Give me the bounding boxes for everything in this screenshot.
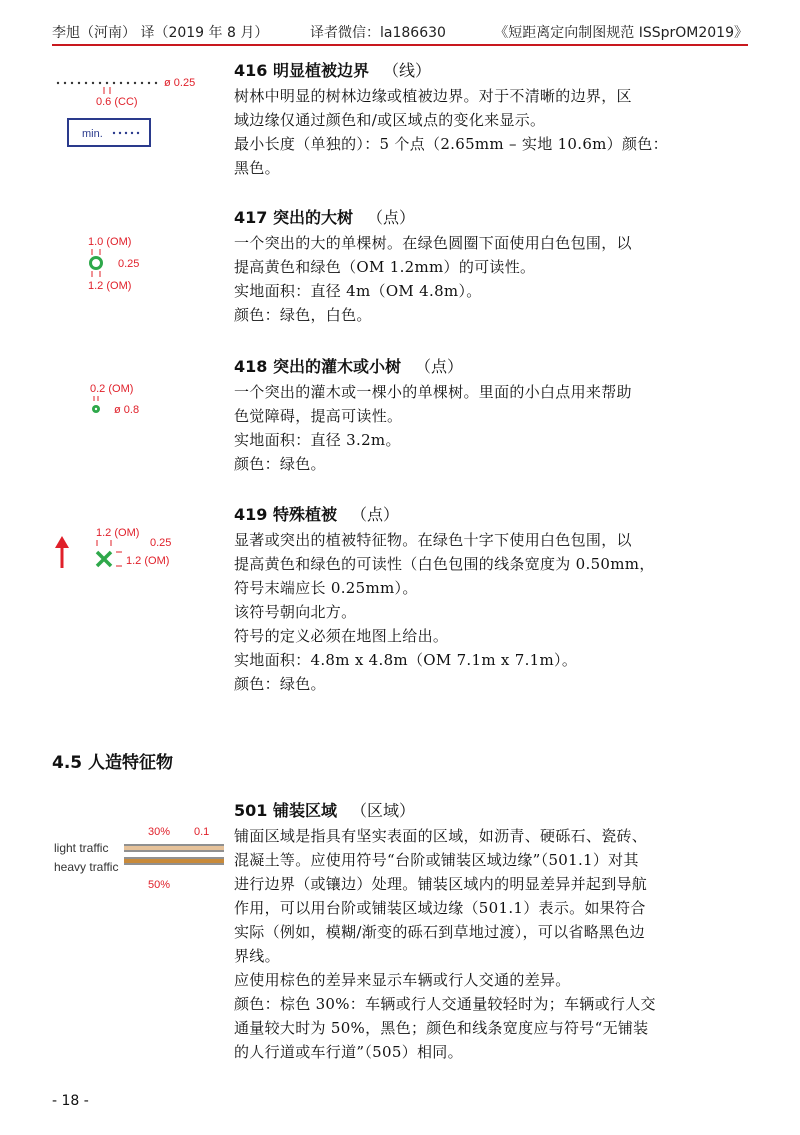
symbol-figure-417 <box>52 205 227 309</box>
header-translator: 李旭（河南） 译（2019 年 8 月） <box>52 25 269 41</box>
dim-spacing: 0.6 (CC) <box>96 96 138 108</box>
line: 符号的定义必须在地图上给出。 <box>234 627 449 645</box>
light-traffic-label: light traffic <box>54 841 109 855</box>
entry-title: 418 突出的灌木或小树 <box>234 357 401 376</box>
dim-diameter: ø 0.25 <box>164 77 196 89</box>
dot-line <box>57 82 157 84</box>
light-traffic-band <box>124 845 224 851</box>
symbol-figure-418 <box>52 354 227 438</box>
line: 提高黄色和绿色的可读性（白色包围的线条宽度为 0.50mm， <box>234 555 655 573</box>
entry-418 <box>52 354 748 484</box>
line: 颜色：绿色。 <box>234 675 326 693</box>
small-tree-symbol <box>52 354 227 434</box>
entry-501 <box>52 798 748 1078</box>
line: 的人行道或车行道”（505）相同。 <box>234 1043 463 1061</box>
symbol-figure-419 <box>52 502 227 586</box>
entry-type: （点） <box>366 208 415 227</box>
paved-area-symbol <box>52 798 227 898</box>
dim-top: 1.2 (OM) <box>96 527 140 539</box>
dim-outer: 1.0 (OM) <box>88 236 132 248</box>
section-heading: 4.5 人造特征物 <box>52 753 174 773</box>
line: 通量较大时为 50%，黑色；颜色和线条宽度应与符号“无铺装 <box>234 1019 649 1037</box>
line: 实地面积：直径 4m（OM 4.8m）。 <box>234 282 482 300</box>
line: 域边缘仅通过颜色和/或区域点的变化来显示。 <box>234 111 546 129</box>
entry-title: 419 特殊植被 <box>234 505 337 524</box>
line: 一个突出的灌木或一棵小的单棵树。里面的小白点用来帮助 <box>234 383 632 401</box>
symbol-figure-501 <box>52 798 227 902</box>
line: 颜色：绿色。 <box>234 455 326 473</box>
entry-title: 501 铺装区域 <box>234 801 337 820</box>
line: 颜色：棕色 30%：车辆或行人交通量较轻时为；车辆或行人交 <box>234 995 656 1013</box>
line: 色觉障碍，提高可读性。 <box>234 407 403 425</box>
entry-416 <box>52 58 748 178</box>
line: 实地面积：直径 3.2m。 <box>234 431 401 449</box>
line: 提高黄色和绿色（OM 1.2mm）的可读性。 <box>234 258 536 276</box>
dim-diameter: ø 0.8 <box>114 404 140 416</box>
entry-type: （点） <box>350 505 399 524</box>
line: 界线。 <box>234 947 280 965</box>
line: 该符号朝向北方。 <box>234 603 357 621</box>
entry-title: 417 突出的大树 <box>234 208 353 227</box>
line: 最小长度（单独的）：5 个点（2.65mm – 实地 10.6m）颜色： <box>234 135 668 153</box>
dim-width: 0.25 <box>150 537 172 549</box>
entry-417 <box>52 205 748 335</box>
line: 铺面区域是指具有坚实表面的区域，如沥青、硬砾石、瓷砖、 <box>234 827 648 845</box>
page-number: - 18 - <box>52 1093 89 1109</box>
page-header <box>52 20 748 44</box>
heavy-traffic-band <box>124 858 224 864</box>
line: 一个突出的大的单棵树。在绿色圆圈下面使用白色包围，以 <box>234 234 632 252</box>
dim-white: 1.2 (OM) <box>88 280 132 292</box>
dim-light-pct: 30% <box>148 826 171 838</box>
line: 混凝土等。应使用符号“台阶或铺装区域边缘”（501.1）对其 <box>234 851 639 869</box>
dim-side: 1.2 (OM) <box>126 555 170 567</box>
dim-heavy-pct: 50% <box>148 879 171 891</box>
line: 作用，可以用台阶或铺装区域边缘（501.1）表示。如果符合 <box>234 899 646 917</box>
header-doc-title: 《短距离定向制图规范 ISSprOM2019》 <box>494 25 748 41</box>
heavy-traffic-label: heavy traffic <box>54 860 119 874</box>
line: 显著或突出的植被特征物。在绿色十字下使用白色包围，以 <box>234 531 632 549</box>
green-circle <box>91 258 102 269</box>
entry-type: （区域） <box>350 801 415 820</box>
line: 应使用棕色的差异来显示车辆或行人交通的差异。 <box>234 971 571 989</box>
entry-419 <box>52 502 748 702</box>
entry-text <box>234 354 748 476</box>
vegetation-boundary-symbol <box>52 58 227 158</box>
dim-line: 0.25 <box>118 258 140 270</box>
line: 黑色。 <box>234 159 280 177</box>
green-cross-icon <box>97 552 111 566</box>
entry-text <box>234 58 748 180</box>
large-tree-symbol <box>52 205 227 305</box>
entry-text <box>234 502 748 696</box>
header-rule <box>52 44 748 46</box>
line: 实地面积：4.8m x 4.8m（OM 7.1m x 7.1m）。 <box>234 651 578 669</box>
north-arrow-icon <box>55 536 69 568</box>
dim-line-width: 0.1 <box>194 826 210 838</box>
line: 实际（例如，模糊/渐变的砾石到草地过渡），可以省略黑色边 <box>234 923 645 941</box>
entry-type: （线） <box>382 61 431 80</box>
entry-type: （点） <box>414 357 463 376</box>
line: 符号末端应长 0.25mm）。 <box>234 579 418 597</box>
header-wechat: 译者微信：la186630 <box>310 25 446 41</box>
line: 进行边界（或镶边）处理。铺装区域内的明显差异并起到导航 <box>234 875 648 893</box>
dim-dot: 0.2 (OM) <box>90 383 134 395</box>
special-vegetation-symbol <box>52 502 227 582</box>
line: 颜色：绿色，白色。 <box>234 306 372 324</box>
symbol-figure-416 <box>52 58 227 162</box>
entry-text <box>234 798 748 1064</box>
entry-title: 416 明显植被边界 <box>234 61 369 80</box>
line: 树林中明显的树林边缘或植被边界。对于不清晰的边界，区 <box>234 87 632 105</box>
min-label: min. <box>82 128 103 140</box>
entry-text <box>234 205 748 327</box>
